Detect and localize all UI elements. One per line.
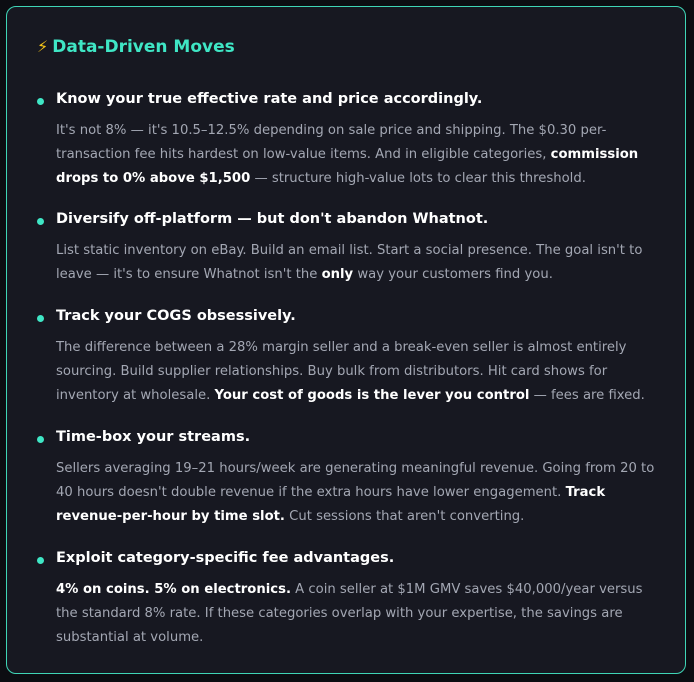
- body-text: List static inventory on eBay. Build an email list. Start a social presence. The goal isn't to leave — it's to ensure Whatnot isn't the: [56, 243, 643, 282]
- data-driven-moves-card: [6, 6, 686, 674]
- section-title-text: Data-Driven Moves: [52, 37, 235, 57]
- emphasis-text: Your cost of goods is the lever you control: [214, 388, 530, 403]
- item-heading: Exploit category-specific fee advantages.: [56, 550, 395, 566]
- item-heading: Time-box your streams.: [56, 429, 251, 445]
- item-body: [56, 119, 662, 191]
- body-text: The difference between a 28% margin seller and a break-even seller is almost entirely sourcing. Build supplier relationships. Buy bulk from distributors. Hit card shows for inventory at wholesale.: [56, 340, 627, 403]
- bullet-dot-icon: [37, 98, 44, 105]
- emphasis-text: Track revenue-per-hour by time slot.: [56, 485, 606, 524]
- bullet-dot-icon: [37, 218, 44, 225]
- bullet-dot-icon: [37, 557, 44, 564]
- item-body: [56, 457, 662, 529]
- body-text: Cut sessions that aren't converting.: [284, 509, 525, 524]
- bullet-dot-icon: [37, 436, 44, 443]
- lightning-bolt-icon: ⚡: [37, 37, 49, 56]
- item-heading: Diversify off-platform — but don't abandon Whatnot.: [56, 211, 489, 227]
- section-title: [37, 37, 235, 57]
- body-text: way your customers find you.: [353, 267, 553, 282]
- body-text: Sellers averaging 19–21 hours/week are generating meaningful revenue. Going from 20 to 40 hours doesn't double revenue if the extra hours have lower engagement.: [56, 461, 655, 500]
- body-text: — structure high-value lots to clear this threshold.: [250, 171, 586, 186]
- item-body: [56, 239, 662, 287]
- emphasis-text: only: [321, 267, 354, 282]
- item-heading: Track your COGS obsessively.: [56, 308, 296, 324]
- bullet-dot-icon: [37, 315, 44, 322]
- body-text: — fees are fixed.: [529, 388, 645, 403]
- item-body: [56, 336, 662, 408]
- emphasis-text: commission drops to 0% above $1,500: [56, 147, 639, 186]
- body-text: It's not 8% — it's 10.5–12.5% depending on sale price and shipping. The $0.30 per-transaction fee hits hardest on low-value items. And in eligible categories,: [56, 123, 607, 162]
- emphasis-text: 4% on coins. 5% on electronics.: [56, 582, 291, 597]
- item-body: [56, 578, 662, 650]
- item-heading: Know your true effective rate and price accordingly.: [56, 91, 483, 107]
- body-text: A coin seller at $1M GMV saves $40,000/year versus the standard 8% rate. If these categories overlap with your expertise, the savings are substantial at volume.: [56, 582, 643, 645]
